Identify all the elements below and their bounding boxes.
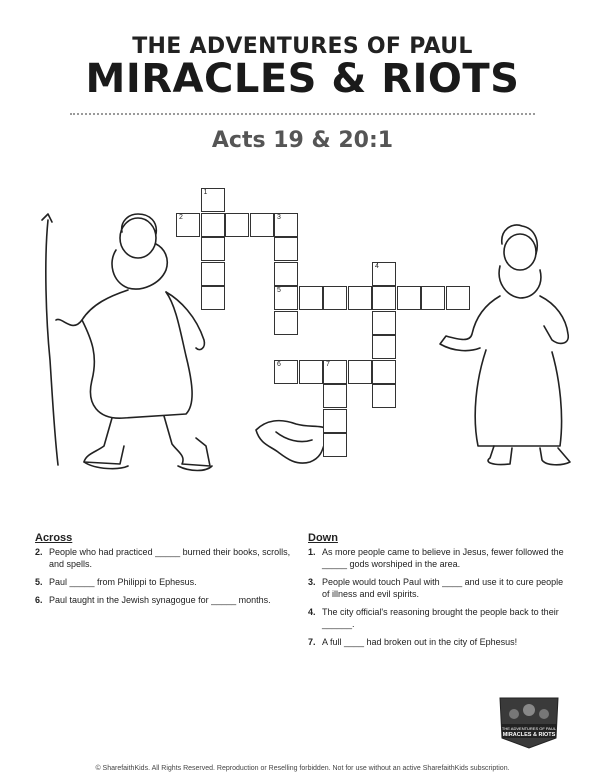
crossword-cell[interactable]: [299, 286, 323, 310]
crossword-cell[interactable]: [372, 262, 396, 286]
crossword-cell[interactable]: [348, 286, 372, 310]
crossword-cell[interactable]: [274, 311, 298, 335]
crossword-cell[interactable]: [176, 213, 200, 237]
across-clue-6: 6. Paul taught in the Jewish synagogue for _____ months.: [35, 595, 271, 605]
crossword-cell[interactable]: [397, 286, 421, 310]
crossword-cell[interactable]: [372, 311, 396, 335]
crossword-cell-number: 7: [326, 360, 330, 368]
crossword-cell[interactable]: [372, 286, 396, 310]
down-clue-7: 7. A full ____ had broken out in the city of Ephesus!: [308, 637, 518, 647]
across-heading: Across: [35, 532, 73, 544]
crossword-cell[interactable]: [323, 433, 347, 457]
crossword-cell[interactable]: [274, 237, 298, 261]
crossword-cell-number: 5: [277, 287, 281, 294]
down-clues: [308, 532, 573, 654]
crossword-cell[interactable]: [323, 384, 347, 408]
badge-line1: THE ADVENTURES OF PAUL: [501, 726, 557, 731]
crossword-cell[interactable]: [201, 262, 225, 286]
crossword-cell[interactable]: [225, 213, 249, 237]
crossword-cell[interactable]: [201, 286, 225, 310]
across-clue-5: 5. Paul _____ from Philippi to Ephesus.: [35, 577, 197, 587]
crossword-cell[interactable]: [274, 286, 298, 310]
crossword-cell[interactable]: [201, 213, 225, 237]
crossword-cell[interactable]: [274, 360, 298, 384]
down-clue-3: 3. People would touch Paul with ____ and use it to cure people of illness and evil spirits.: [308, 577, 564, 599]
copyright-footer: © SharefaithKids. All Rights Reserved. Reproduction or Reselling forbidden. Not for use without an active SharefaithKids subscription.: [95, 765, 510, 772]
crossword-cell[interactable]: [323, 409, 347, 433]
crossword-cell[interactable]: [421, 286, 445, 310]
crossword-cell[interactable]: [201, 188, 225, 212]
worksheet-series-title: THE ADVENTURES OF PAUL: [132, 34, 473, 59]
crossword-cell[interactable]: [274, 262, 298, 286]
crossword-cell[interactable]: [348, 360, 372, 384]
crossword-cell[interactable]: [299, 360, 323, 384]
scripture-reference: Acts 19 & 20:1: [211, 128, 394, 153]
crossword-cell[interactable]: [323, 360, 347, 384]
crossword-cell-number: 3: [277, 213, 281, 221]
crossword-cell[interactable]: [372, 360, 396, 384]
crossword-cell-number: 4: [375, 262, 379, 270]
crossword-cell-number: 1: [203, 189, 208, 196]
crossword-cell[interactable]: [250, 213, 274, 237]
down-clue-4: 4. The city official's reasoning brought the people back to their ______.: [308, 607, 559, 629]
crossword-cell[interactable]: [446, 286, 470, 310]
worksheet-title: MIRACLES & RIOTS: [85, 56, 520, 102]
crossword-cell[interactable]: [323, 286, 347, 310]
down-heading: Down: [308, 532, 338, 544]
crossword-cell-number: 2: [179, 213, 183, 221]
crossword-cell[interactable]: [201, 237, 225, 261]
badge-line2: MIRACLES & RIOTS: [502, 732, 556, 738]
crossword-cell[interactable]: [372, 335, 396, 359]
crossword-cell-number: 6: [277, 360, 281, 368]
series-badge-icon: [494, 690, 564, 750]
down-clue-1: 1. As more people came to believe in Jesus, fewer followed the _____ gods worshiped in the area.: [308, 547, 564, 569]
across-clue-2: 2. People who had practiced _____ burned their books, scrolls, and spells.: [35, 547, 291, 569]
across-clues: [35, 532, 300, 612]
crossword-cell[interactable]: [274, 213, 298, 237]
crossword-cell[interactable]: [372, 384, 396, 408]
